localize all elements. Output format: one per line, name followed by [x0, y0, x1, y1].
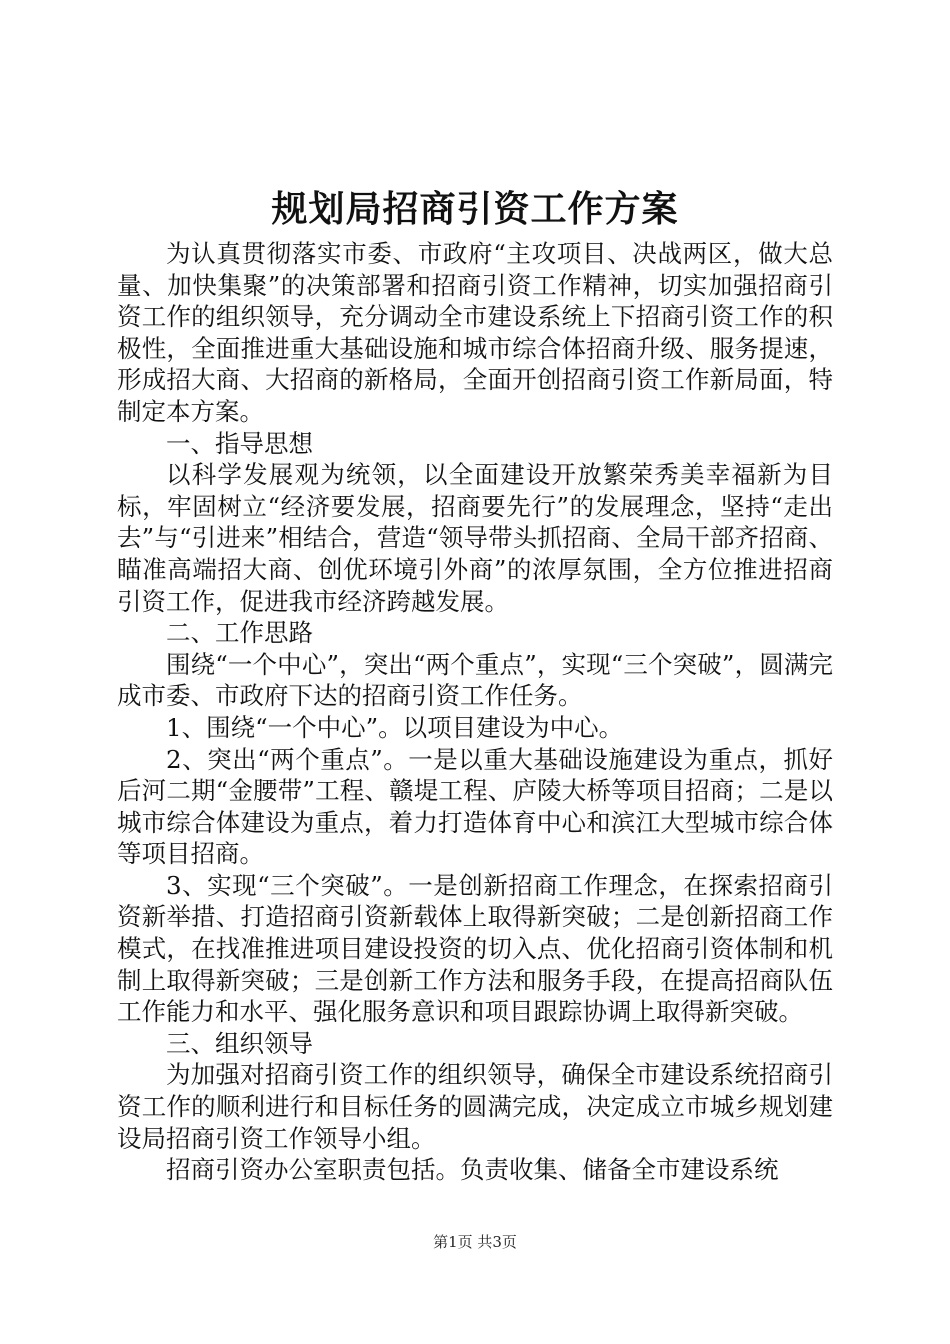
document-title: 规划局招商引资工作方案 — [271, 189, 679, 230]
work-approach-item-2: 2、突出“两个重点”。一是以重大基础设施建设为重点，抓好后河二期“金腰带”工程、赣堤工程、庐陵大桥等项目招商；二是以城市综合体建设为重点，着力打造体育中心和滨江大型城市综合体等项目招商。 — [117, 744, 833, 869]
intro-paragraph: 为认真贯彻落实市委、市政府“主攻项目、决战两区，做大总量、加快集聚”的决策部署和招商引资工作精神，切实加强招商引资工作的组织领导，充分调动全市建设系统上下招商引资工作的积极性，全面推进重大基础设施和城市综合体招商升级、服务提速，形成招大商、大招商的新格局，全面开创招商引资工作新局面，特制定本方案。 — [117, 239, 833, 426]
organization-paragraph: 为加强对招商引资工作的组织领导，确保全市建设系统招商引资工作的顺利进行和目标任务的圆满完成，决定成立市城乡规划建设局招商引资工作领导小组。 — [117, 1060, 833, 1153]
office-duties-paragraph: 招商引资办公室职责包括。负责收集、储备全市建设系统 — [166, 1155, 779, 1185]
work-approach-paragraph: 围绕“一个中心”，突出“两个重点”，实现“三个突破”，圆满完成市委、市政府下达的招商引资工作任务。 — [117, 649, 833, 711]
section-heading-work-approach: 二、工作思路 — [166, 618, 313, 648]
work-approach-item-3: 3、实现“三个突破”。一是创新招商工作理念，在探索招商引资新举措、打造招商引资新载体上取得新突破；二是创新招商工作模式，在找准推进项目建设投资的切入点、优化招商引资体制和机制上取得新突破；三是创新工作方法和服务手段，在提高招商队伍工作能力和水平、强化服务意识和项目跟踪协调上取得新突破。 — [117, 870, 833, 1027]
section-heading-guiding-ideology: 一、指导思想 — [166, 428, 313, 458]
section-heading-organization: 三、组织领导 — [166, 1028, 313, 1058]
guiding-ideology-paragraph: 以科学发展观为统领，以全面建设开放繁荣秀美幸福新为目标，牢固树立“经济要发展，招商要先行”的发展理念，坚持“走出去”与“引进来”相结合，营造“领导带头抓招商、全局干部齐招商、瞄准高端招大商、创优环境引外商”的浓厚氛围，全方位推进招商引资工作，促进我市经济跨越发展。 — [117, 460, 833, 616]
work-approach-item-1: 1、围绕“一个中心”。以项目建设为中心。 — [166, 712, 624, 742]
page-footer: 第1页 共3页 — [433, 1233, 517, 1251]
document-body — [117, 238, 833, 1186]
